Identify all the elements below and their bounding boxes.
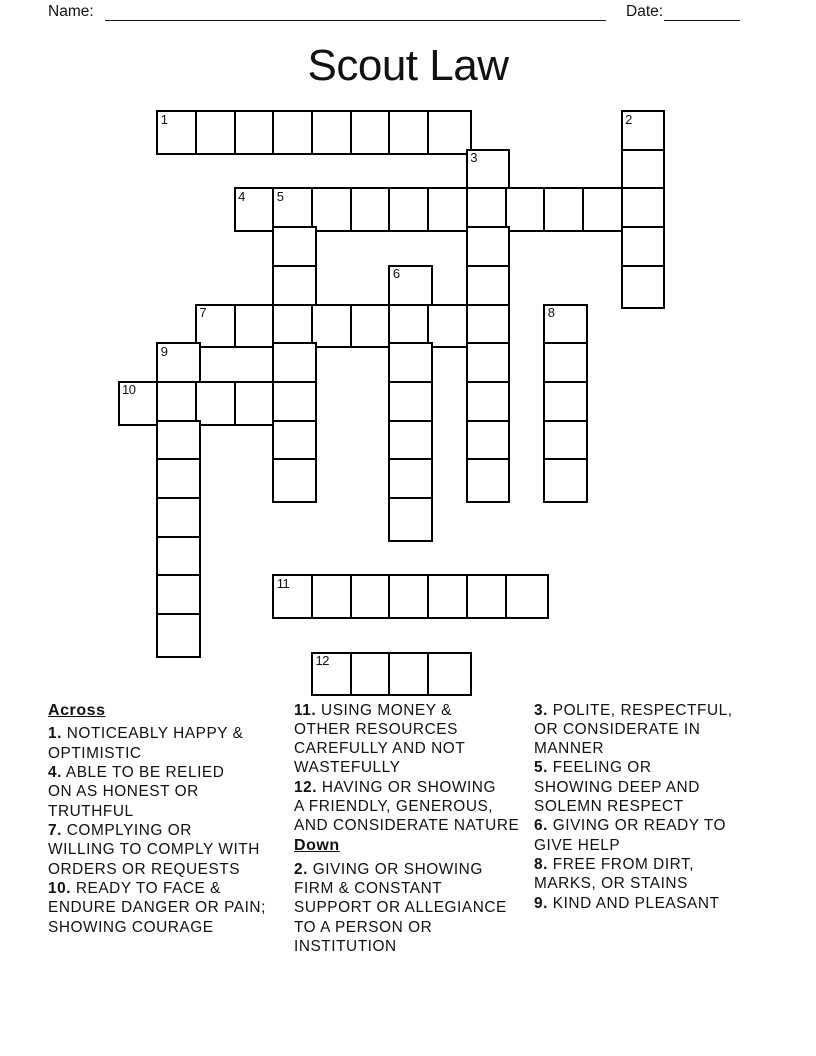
cell-number: 6 — [392, 266, 400, 282]
clue-8: 8. FREE FROM DIRT, MARKS, OR STAINS — [534, 856, 695, 893]
cell-number: 5 — [276, 188, 284, 204]
clue-column-1 — [48, 701, 266, 937]
clue-number: 3. — [534, 701, 548, 719]
clue-number: 2. — [294, 860, 308, 878]
clue-number: 5. — [534, 759, 548, 777]
cell-number: 4 — [238, 188, 245, 204]
cell-number: 12 — [315, 653, 329, 669]
date-blank-line[interactable] — [664, 2, 740, 21]
clue-number: 1. — [48, 725, 62, 743]
name-label: Name: — [48, 3, 94, 20]
grid-cell[interactable] — [156, 613, 201, 658]
clue-number: 11. — [294, 701, 317, 719]
cell-number: 7 — [199, 305, 207, 320]
cell-number: 11 — [276, 575, 290, 591]
date-label: Date: — [626, 3, 664, 20]
grid-cell[interactable] — [505, 574, 550, 619]
page-title: Scout Law — [307, 41, 509, 90]
cell-number: 2 — [625, 111, 632, 127]
cell-number: 9 — [160, 343, 168, 359]
clue-number: 7. — [48, 821, 62, 839]
grid-cell[interactable] — [543, 458, 588, 503]
clue-3: 3. POLITE, RESPECTFUL, OR CONSIDERATE IN MANNER — [534, 701, 733, 758]
clue-9: 9. KIND AND PLEASANT — [534, 894, 720, 912]
clue-10: 10. READY TO FACE & ENDURE DANGER OR PAIN; SHOWING COURAGE — [48, 879, 266, 936]
grid-cell[interactable] — [427, 652, 472, 697]
cell-number: 1 — [160, 111, 168, 127]
grid-cell[interactable] — [388, 497, 433, 542]
clue-11: 11. USING MONEY & OTHER RESOURCES CAREFULLY AND NOT WASTEFULLY — [294, 701, 466, 777]
clue-6: 6. GIVING OR READY TO GIVE HELP — [534, 817, 727, 854]
cell-number: 8 — [547, 305, 555, 320]
clue-number: 8. — [534, 856, 548, 874]
clue-section-header: Across — [48, 701, 106, 719]
clue-2: 2. GIVING OR SHOWING FIRM & CONSTANT SUPPORT OR ALLEGIANCE TO A PERSON OR INSTITUTION — [294, 860, 507, 955]
clue-1: 1. NOTICEABLY HAPPY & OPTIMISTIC — [48, 725, 244, 762]
clue-7: 7. COMPLYING OR WILLING TO COMPLY WITH ORDERS OR REQUESTS — [48, 821, 260, 878]
clue-number: 12. — [294, 778, 318, 796]
clue-section-header: Down — [294, 836, 340, 854]
clue-number: 10. — [48, 879, 72, 897]
name-blank-line[interactable] — [105, 2, 606, 21]
clue-number: 6. — [534, 817, 548, 835]
clue-12: 12. HAVING OR SHOWING A FRIENDLY, GENEROUS, AND CONSIDERATE NATURE — [294, 778, 520, 835]
cell-number: 3 — [470, 150, 478, 166]
clue-number: 4. — [48, 763, 62, 781]
grid-cell[interactable] — [466, 458, 511, 503]
cell-number: 10 — [122, 382, 136, 398]
grid-cell[interactable] — [621, 265, 666, 310]
clue-4: 4. ABLE TO BE RELIED ON AS HONEST OR TRUTHFUL — [48, 763, 225, 820]
clue-column-3 — [534, 701, 733, 914]
grid-cell[interactable] — [272, 458, 317, 503]
clue-5: 5. FEELING OR SHOWING DEEP AND SOLEMN RESPECT — [534, 759, 700, 816]
clue-column-2 — [294, 701, 519, 957]
clue-number: 9. — [534, 894, 548, 912]
